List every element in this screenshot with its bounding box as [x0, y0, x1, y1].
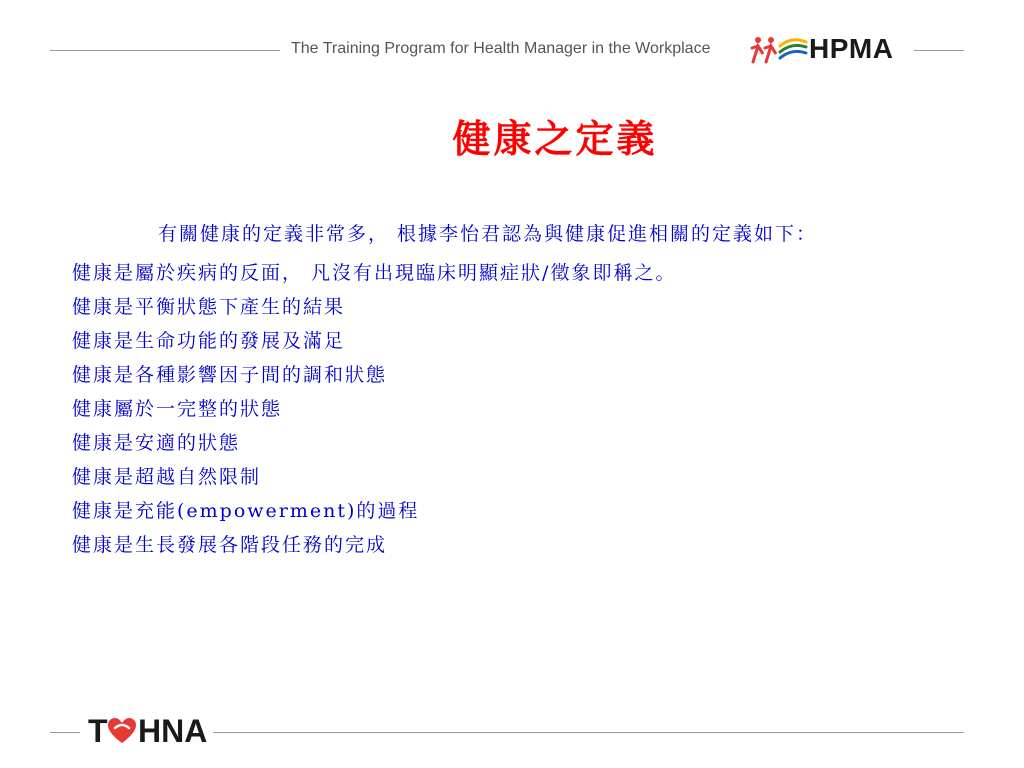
- definition-item: 健康是生命功能的發展及滿足: [72, 330, 346, 352]
- heart-icon: [107, 717, 137, 745]
- definition-item: 健康屬於一完整的狀態: [72, 398, 283, 420]
- definition-item: 健康是超越自然限制: [72, 466, 262, 488]
- hpma-logo-icon: [750, 34, 808, 66]
- definition-item: 健康是屬於疾病的反面， 凡沒有出現臨床明顯症狀/徵象即稱之。: [72, 262, 677, 284]
- definition-item: 健康是生長發展各階段任務的完成: [72, 534, 388, 556]
- tohna-logo-letters-hna: HNA: [138, 713, 208, 749]
- definition-item: 健康是平衡狀態下產生的結果: [72, 296, 346, 318]
- tohna-logo-letter-t: T: [88, 713, 108, 749]
- definition-item: 健康是安適的狀態: [72, 432, 241, 454]
- header-rule-left: [50, 50, 280, 51]
- program-title: The Training Program for Health Manager in the Workplace: [291, 40, 711, 57]
- slide-body: [72, 222, 907, 562]
- slide-title: 健康之定義: [452, 116, 658, 161]
- intro-paragraph: 有關健康的定義非常多， 根據李怡君認為與健康促進相關的定義如下：: [158, 223, 818, 245]
- footer-rule-left: [50, 732, 80, 733]
- header-rule-right: [914, 50, 964, 51]
- footer-rule-right: [213, 732, 964, 733]
- hpma-logo-text: HPMA: [809, 33, 894, 64]
- definition-item: 健康是各種影響因子間的調和狀態: [72, 364, 388, 386]
- definition-item: 健康是充能(empowerment)的過程: [72, 500, 420, 522]
